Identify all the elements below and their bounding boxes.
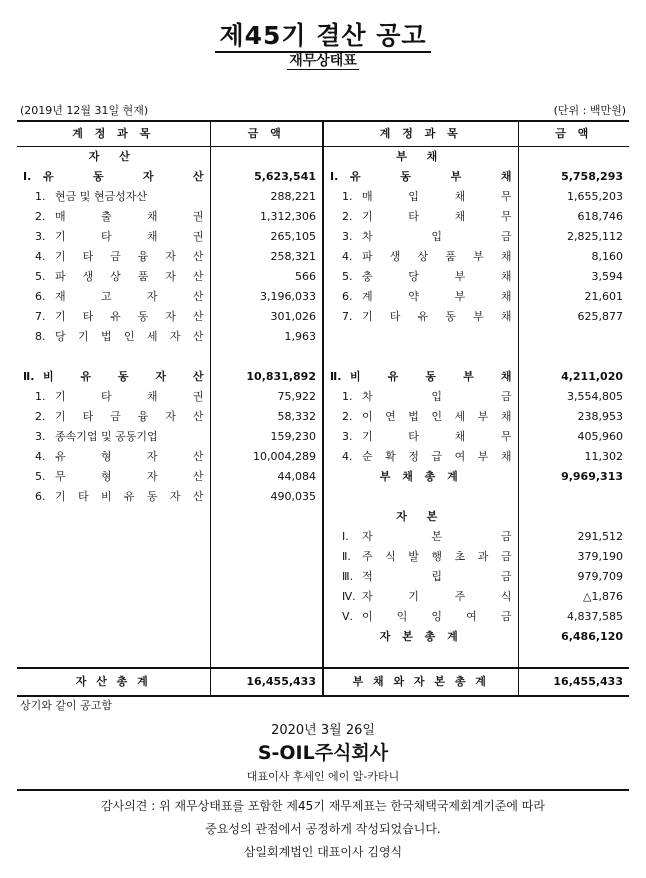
line-item-name (323, 187, 518, 207)
unit-label: (단위 : 백만원) (553, 104, 626, 117)
subtotal-label: 자 본 총 계 (323, 627, 518, 647)
table-row (17, 287, 629, 307)
line-item-number: Ⅲ. (342, 570, 354, 583)
table-row (17, 167, 629, 187)
empty-amount-cell (518, 347, 629, 367)
line-item-number: 7. (342, 310, 353, 323)
empty-amount-cell (210, 347, 323, 367)
line-item-amount: 258,321 (210, 247, 323, 267)
line-item-amount: 405,960 (518, 427, 629, 447)
line-item-amount: 4,837,585 (518, 607, 629, 627)
empty-amount-cell (518, 147, 629, 168)
table-row (17, 547, 629, 567)
category-number: Ⅱ. (23, 370, 35, 383)
line-item-amount: 979,709 (518, 567, 629, 587)
line-item-label: 기 타 유 동 자 산 (55, 310, 204, 323)
empty-amount-cell (518, 487, 629, 507)
empty-cell (17, 347, 210, 367)
line-item-number: 3. (342, 230, 353, 243)
line-item-number: 6. (342, 290, 353, 303)
empty-cell (17, 587, 210, 607)
line-item-label: 기 타 채 무 (362, 430, 512, 443)
line-item-number: Ⅳ. (342, 590, 356, 603)
line-item-number: 1. (342, 390, 353, 403)
table-row (17, 607, 629, 627)
line-item-amount: 11,302 (518, 447, 629, 467)
line-item-label: 이 익 잉 여 금 (362, 610, 512, 623)
line-item-name (17, 187, 210, 207)
line-item-label: 충 당 부 채 (362, 270, 512, 283)
empty-cell (17, 527, 210, 547)
category-amount: 5,758,293 (518, 167, 629, 187)
line-item-label: 유 형 자 산 (55, 450, 204, 463)
line-item-number: 2. (35, 210, 46, 223)
asset-total-label: 자 산 총 계 (17, 668, 210, 696)
table-row (17, 507, 629, 527)
line-item-amount: 1,963 (210, 327, 323, 347)
line-item-number: 1. (342, 190, 353, 203)
line-item-amount: 2,825,112 (518, 227, 629, 247)
line-item-label: 기 타 채 권 (55, 390, 204, 403)
line-item-number: 2. (342, 410, 353, 423)
empty-cell (17, 547, 210, 567)
table-row (17, 467, 629, 487)
line-item-name (323, 227, 518, 247)
grand-total-row (17, 668, 629, 696)
subtotal-label: 부 채 총 계 (323, 467, 518, 487)
category-label: 유 동 부 채 (350, 170, 512, 183)
line-item-name (323, 267, 518, 287)
empty-amount-cell (518, 327, 629, 347)
category-name (17, 367, 210, 387)
line-item-name (323, 607, 518, 627)
line-item-number: 3. (35, 230, 46, 243)
line-item-amount: 8,160 (518, 247, 629, 267)
empty-cell (323, 327, 518, 347)
line-item-label: 자 본 금 (362, 530, 512, 543)
empty-cell (17, 647, 210, 668)
empty-amount-cell (210, 607, 323, 627)
table-row (17, 347, 629, 367)
line-item-name (17, 487, 210, 507)
table-row (17, 387, 629, 407)
line-item-name (323, 407, 518, 427)
notice-date: 2020년 3월 26일 (271, 723, 375, 738)
table-row (17, 647, 629, 668)
line-item-number: Ⅰ. (342, 530, 349, 543)
empty-cell (323, 647, 518, 668)
empty-amount-cell (210, 627, 323, 647)
line-item-amount: 10,004,289 (210, 447, 323, 467)
line-item-name (323, 247, 518, 267)
category-label: 비 유 동 자 산 (43, 370, 204, 383)
asset-total-amount: 16,455,433 (210, 668, 323, 696)
empty-cell (323, 487, 518, 507)
line-item-number: 4. (342, 250, 353, 263)
line-item-number: 3. (35, 430, 46, 443)
empty-amount-cell (210, 567, 323, 587)
line-item-name (17, 267, 210, 287)
line-item-label: 기 타 채 무 (362, 210, 512, 223)
subtotal-amount: 6,486,120 (518, 627, 629, 647)
category-amount: 10,831,892 (210, 367, 323, 387)
line-item-name (17, 207, 210, 227)
line-item-number: 4. (35, 250, 46, 263)
line-item-number: 2. (342, 210, 353, 223)
category-name (323, 167, 518, 187)
line-item-name (17, 467, 210, 487)
line-item-amount: 288,221 (210, 187, 323, 207)
empty-amount-cell (210, 587, 323, 607)
line-item-amount: △1,876 (518, 587, 629, 607)
line-item-amount: 490,035 (210, 487, 323, 507)
line-item-amount: 1,312,306 (210, 207, 323, 227)
table-row (17, 307, 629, 327)
line-item-name (323, 207, 518, 227)
line-item-number: 7. (35, 310, 46, 323)
empty-amount-cell (518, 507, 629, 527)
line-item-name (17, 247, 210, 267)
line-item-number: 1. (35, 190, 46, 203)
line-item-name (323, 427, 518, 447)
header-amount-left: 금 액 (210, 121, 323, 147)
line-item-amount: 3,554,805 (518, 387, 629, 407)
line-item-number: 5. (35, 270, 46, 283)
line-item-amount: 3,594 (518, 267, 629, 287)
line-item-amount: 566 (210, 267, 323, 287)
empty-cell (17, 627, 210, 647)
line-item-label: 주 식 발 행 초 과 금 (362, 550, 512, 563)
line-item-number: 8. (35, 330, 46, 343)
line-item-label: 순 확 정 급 여 부 채 (362, 450, 512, 463)
balance-sheet-table (17, 120, 629, 697)
table-row (17, 407, 629, 427)
table-row (17, 247, 629, 267)
line-item-label: 기 타 금 융 자 산 (55, 410, 204, 423)
line-item-name (323, 567, 518, 587)
ceo-name: 대표이사 후세인 에이 알-카타니 (246, 770, 400, 783)
table-row (17, 207, 629, 227)
line-item-label: 파 생 상 품 부 채 (362, 250, 512, 263)
line-item-name (17, 227, 210, 247)
line-item-amount: 379,190 (518, 547, 629, 567)
line-item-amount: 44,084 (210, 467, 323, 487)
line-item-name (17, 327, 210, 347)
line-item-number: Ⅱ. (342, 550, 351, 563)
line-item-label: 계 약 부 채 (362, 290, 512, 303)
line-item-label: 기 타 금 융 자 산 (55, 250, 204, 263)
table-row (17, 147, 629, 168)
header-account-right: 계 정 과 목 (323, 121, 518, 147)
line-item-name (17, 287, 210, 307)
table-row (17, 427, 629, 447)
table-row (17, 487, 629, 507)
line-item-label: 이 연 법 인 세 부 채 (362, 410, 512, 423)
table-row (17, 527, 629, 547)
empty-amount-cell (210, 507, 323, 527)
liab-equity-total-amount: 16,455,433 (518, 668, 629, 696)
notice-text: 상기와 같이 공고함 (20, 699, 113, 712)
category-name (323, 367, 518, 387)
line-item-name (17, 447, 210, 467)
section-heading: 자 본 (323, 507, 518, 527)
line-item-name (323, 587, 518, 607)
line-item-label: 적 립 금 (362, 570, 512, 583)
empty-cell (17, 507, 210, 527)
category-number: Ⅰ. (23, 170, 32, 183)
category-name (17, 167, 210, 187)
line-item-amount: 3,196,033 (210, 287, 323, 307)
table-row (17, 327, 629, 347)
audit-opinion (17, 789, 629, 864)
line-item-amount: 75,922 (210, 387, 323, 407)
line-item-name (17, 427, 210, 447)
empty-amount-cell (210, 527, 323, 547)
line-item-number: 4. (342, 450, 353, 463)
line-item-amount: 265,105 (210, 227, 323, 247)
company-name: S-OIL주식회사 (257, 742, 389, 764)
category-number: Ⅰ. (330, 170, 339, 183)
line-item-label: 차 입 금 (362, 230, 512, 243)
line-item-name (323, 287, 518, 307)
line-item-label: 기 타 채 권 (55, 230, 204, 243)
line-item-label: 기 타 비 유 동 자 산 (55, 490, 204, 503)
line-item-name (17, 307, 210, 327)
empty-amount-cell (210, 647, 323, 668)
table-row (17, 187, 629, 207)
empty-amount-cell (210, 147, 323, 168)
line-item-label: 파 생 상 품 자 산 (55, 270, 204, 283)
liab-equity-total-label: 부 채 와 자 본 총 계 (323, 668, 518, 696)
empty-cell (17, 567, 210, 587)
empty-cell (323, 347, 518, 367)
line-item-name (323, 387, 518, 407)
line-item-label: 당 기 법 인 세 자 산 (55, 330, 204, 343)
line-item-number: 2. (35, 410, 46, 423)
line-item-label: 종속기업 및 공동기업 (55, 430, 158, 443)
line-item-name (17, 407, 210, 427)
header-amount-right: 금 액 (518, 121, 629, 147)
header-account-left: 계 정 과 목 (17, 121, 210, 147)
line-item-name (17, 387, 210, 407)
line-item-name (323, 447, 518, 467)
line-item-amount: 618,746 (518, 207, 629, 227)
line-item-name (323, 527, 518, 547)
line-item-label: 차 입 금 (362, 390, 512, 403)
line-item-amount: 159,230 (210, 427, 323, 447)
subtotal-amount: 9,969,313 (518, 467, 629, 487)
line-item-amount: 291,512 (518, 527, 629, 547)
table-row (17, 627, 629, 647)
category-label: 비 유 동 부 채 (350, 370, 512, 383)
line-item-number: 1. (35, 390, 46, 403)
category-label: 유 동 자 산 (43, 170, 204, 183)
table-header-row (17, 121, 629, 147)
line-item-name (323, 307, 518, 327)
line-item-amount: 238,953 (518, 407, 629, 427)
line-item-amount: 625,877 (518, 307, 629, 327)
line-item-amount: 1,655,203 (518, 187, 629, 207)
table-row (17, 587, 629, 607)
category-amount: 4,211,020 (518, 367, 629, 387)
line-item-name (323, 547, 518, 567)
auditor-name: 삼일회계법인 대표이사 김영식 (243, 845, 403, 859)
empty-cell (17, 607, 210, 627)
empty-amount-cell (518, 647, 629, 668)
table-row (17, 567, 629, 587)
line-item-number: 3. (342, 430, 353, 443)
audit-opinion-line2: 중요성의 관점에서 공정하게 작성되었습니다. (205, 822, 441, 836)
line-item-label: 재 고 자 산 (55, 290, 204, 303)
line-item-number: Ⅴ. (342, 610, 354, 623)
notice-title: 제45기 결산 공고 (0, 16, 646, 52)
empty-amount-cell (210, 547, 323, 567)
table-row (17, 367, 629, 387)
line-item-number: 6. (35, 490, 46, 503)
audit-opinion-line1: 감사의견 : 위 재무상태표를 포함한 제45기 재무제표는 한국채택국제회계기준에 따라 (101, 799, 545, 813)
line-item-number: 6. (35, 290, 46, 303)
line-item-amount: 58,332 (210, 407, 323, 427)
table-row (17, 447, 629, 467)
line-item-number: 4. (35, 450, 46, 463)
statement-subtitle: 재무상태표 (289, 53, 357, 69)
line-item-label: 매 출 채 권 (55, 210, 204, 223)
line-item-label: 현금 및 현금성자산 (55, 190, 148, 203)
line-item-label: 기 타 유 동 부 채 (362, 310, 512, 323)
line-item-label: 매 입 채 무 (362, 190, 512, 203)
table-row (17, 227, 629, 247)
line-item-number: 5. (35, 470, 46, 483)
line-item-amount: 21,601 (518, 287, 629, 307)
line-item-number: 5. (342, 270, 353, 283)
category-number: Ⅱ. (330, 370, 342, 383)
section-heading: 자 산 (88, 150, 138, 163)
line-item-amount: 301,026 (210, 307, 323, 327)
as-of-date: (2019년 12월 31일 현재) (20, 104, 149, 117)
table-row (17, 267, 629, 287)
line-item-label: 무 형 자 산 (55, 470, 204, 483)
section-heading: 부 채 (323, 147, 518, 168)
category-amount: 5,623,541 (210, 167, 323, 187)
line-item-label: 자 기 주 식 (362, 590, 512, 603)
